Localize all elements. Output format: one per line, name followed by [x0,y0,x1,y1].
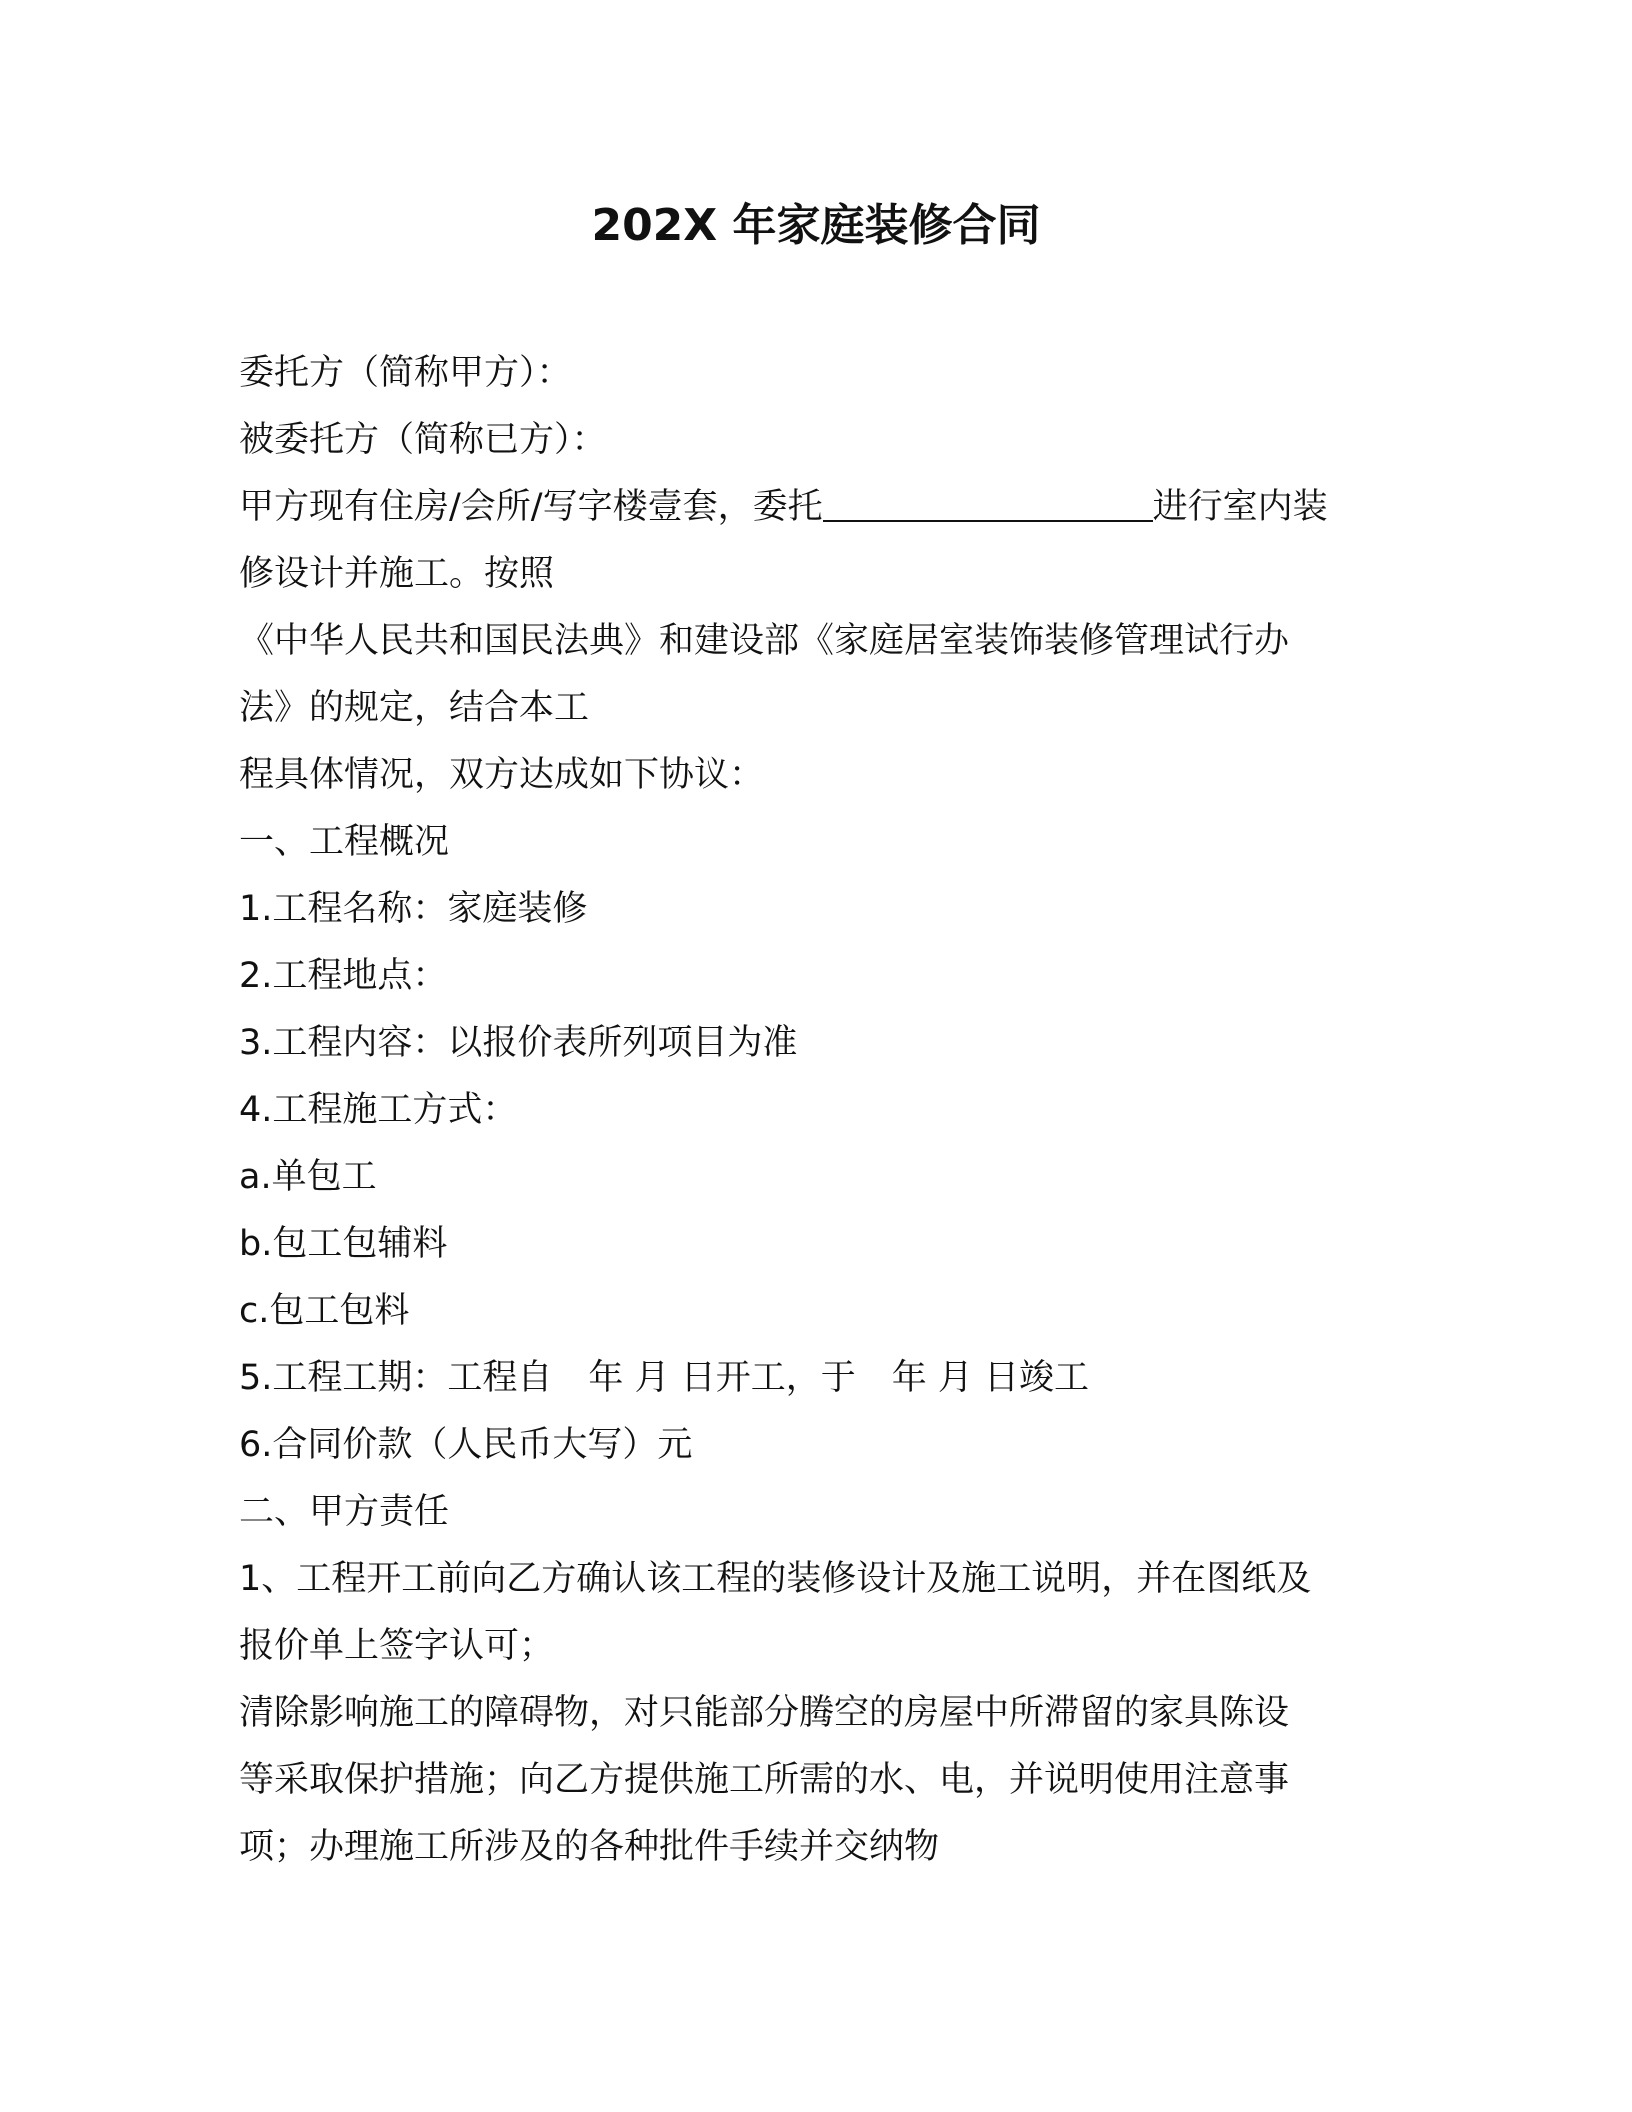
text-line: 清除影响施工的障碍物，对只能部分腾空的房屋中所滞留的家具陈设 [239,1693,1290,1733]
document-title: 202X 年家庭装修合同 [591,200,1041,251]
section-heading: 二、甲方责任 [239,1492,450,1532]
text-fragment: 日开工，于 [680,1358,856,1398]
text-line: 等采取保护措施；向乙方提供施工所需的水、电，并说明使用注意事 [239,1760,1290,1800]
text-fragment: 月 [634,1358,670,1398]
section-heading: 一、工程概况 [239,822,450,862]
text-line: 法》的规定，结合本工 [239,688,590,728]
text-line: 《中华人民共和国民法典》和建设部《家庭居室装饰装修管理试行办 [239,621,1290,661]
text-fragment: 甲方现有住房/会所/写字楼壹套，委托 [239,487,823,527]
text-line: 1、工程开工前向乙方确认该工程的装修设计及施工说明，并在图纸及 [239,1559,1312,1599]
text-line: 1.工程名称：家庭装修 [239,889,588,929]
list-item: c.包工包料 [239,1291,410,1331]
list-item: b.包工包辅料 [239,1224,448,1264]
text-line: 报价单上签字认可； [239,1626,555,1666]
text-fragment: 年 [588,1358,624,1398]
text-line [239,474,1399,541]
document-body [239,340,1399,1881]
text-fragment: 5.工程工期：工程自 [239,1358,553,1398]
text-fragment: 月 [937,1358,973,1398]
text-line: 2.工程地点： [239,956,448,996]
text-line: 6.合同价款（人民币大写）元 [239,1425,693,1465]
text-line: 3.工程内容：以报价表所列项目为准 [239,1023,798,1063]
fill-in-blank [823,476,1153,522]
text-fragment: 日竣工 [984,1358,1090,1398]
text-line: 委托方（简称甲方）： [239,353,572,393]
text-fragment: 进行室内装 [1152,487,1328,527]
list-item: a.单包工 [239,1157,377,1197]
text-fragment: 年 [891,1358,927,1398]
text-line: 项；办理施工所涉及的各种批件手续并交纳物 [239,1827,940,1867]
text-line: 程具体情况，双方达成如下协议： [239,755,765,795]
text-line: 修设计并施工。按照 [239,554,555,594]
text-line: 4.工程施工方式： [239,1090,518,1130]
text-line-schedule [239,1345,1399,1412]
text-line: 被委托方（简称已方）： [239,420,607,460]
